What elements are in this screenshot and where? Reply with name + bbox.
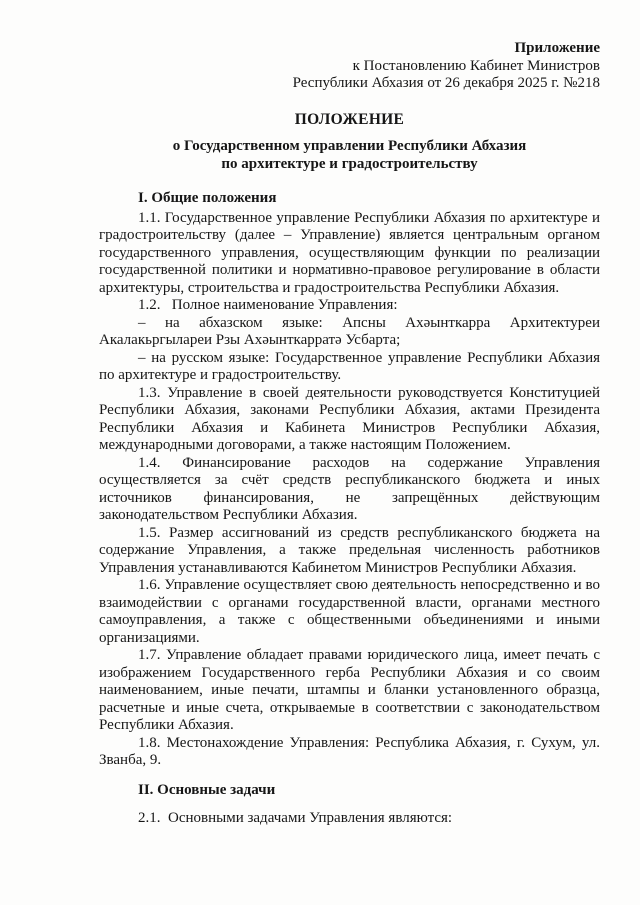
subtitle-line-1: о Государственном управлении Республики Абхазия — [172, 138, 527, 154]
paragraph-1-2-russian-name: – на русском языке: Государственное управление Республики Абхазия по архитектуре и градостроительству. — [99, 349, 600, 383]
paragraph-1-4: 1.4. Финансирование расходов на содержание Управления осуществляется за счёт средств республиканского бюджета и иных источников финансирования, не запрещённых действующим законодательством Республики Абхазия. — [99, 454, 600, 523]
paragraph-1-3: 1.3. Управление в своей деятельности руководствуется Конституцией Республики Абхазия, законами Республики Абхазия, актами Президента Республики Абхазия и Кабинета Министров Республики Абхазия, международными договорами, а также настоящим Положением. — [99, 384, 600, 453]
paragraph-1-2-abkhaz-name: – на абхазском языке: Апсны Ахәынткарра Архитектуреи Акалакьргылареи Рзы Ахәынткарратә Усбарта; — [99, 314, 600, 348]
section-heading-general-provisions: I. Общие положения — [138, 190, 277, 206]
paragraph-1-5: 1.5. Размер ассигнований из средств республиканского бюджета на содержание Управления, а также предельная численность работников Управления устанавливаются Кабинетом Министров Республики Абхазия. — [99, 524, 600, 576]
section-heading-main-tasks: II. Основные задачи — [138, 781, 276, 798]
annex-line-resolution: к Постановлению Кабинет Министров — [352, 57, 600, 74]
paragraph-1-1: 1.1. Государственное управление Республики Абхазия по архитектуре и градостроительству (далее – Управление) является центральным органом государственного управления, осуществляющим функции по реализации государственной политики и нормативно-правовое регулирование в области архитектуры, строительства и градостроительства Республики Абхазия. — [99, 209, 600, 296]
document-title: ПОЛОЖЕНИЕ — [294, 110, 405, 128]
annex-block — [99, 40, 600, 93]
paragraph-1-6: 1.6. Управление осуществляет свою деятельность непосредственно и во взаимодействии с органами государственной власти, органами местного самоуправления, а также с общественными объединениями и иными организациями. — [99, 577, 600, 646]
paragraph-1-8: 1.8. Местонахождение Управления: Республика Абхазия, г. Сухум, ул. Званба, 9. — [99, 734, 600, 768]
annex-line-date-number: Республики Абхазия от 26 декабря 2025 г. №218 — [292, 75, 600, 91]
paragraph-2-1: 2.1. Основными задачами Управления являются: — [138, 810, 453, 826]
subtitle-line-2: по архитектуре и градостроительству — [221, 155, 478, 172]
paragraph-1-2: 1.2. Полное наименование Управления: — [138, 297, 398, 313]
annex-line-appendix: Приложение — [514, 40, 600, 56]
paragraph-1-7: 1.7. Управление обладает правами юридического лица, имеет печать с изображением Государственного герба Республики Абхазия и со своим наименованием, иные печати, штампы и бланки установленного образца, расчетные и иные счета, открываемые в соответствии с законодательством Республики Абхазия. — [99, 647, 600, 733]
document-subtitle — [99, 138, 600, 173]
